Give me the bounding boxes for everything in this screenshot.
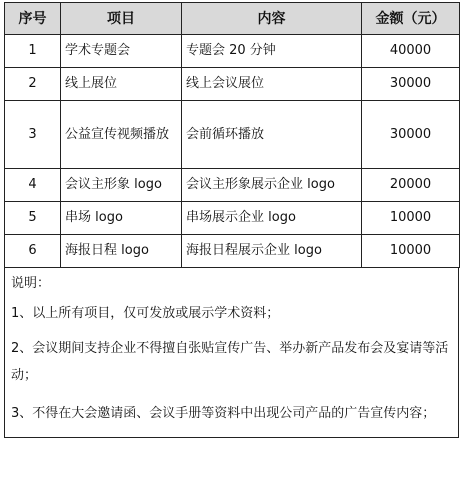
cell-item: 串场 logo bbox=[61, 202, 182, 235]
cell-item: 海报日程 logo bbox=[61, 235, 182, 268]
table-row bbox=[5, 68, 460, 101]
cell-amount: 30000 bbox=[362, 68, 460, 101]
cell-amount: 10000 bbox=[362, 235, 460, 268]
cell-amount: 20000 bbox=[362, 169, 460, 202]
cell-content: 海报日程展示企业 logo bbox=[182, 235, 362, 268]
cell-item: 线上展位 bbox=[61, 68, 182, 101]
cell-amount: 40000 bbox=[362, 35, 460, 68]
document bbox=[4, 2, 459, 438]
cell-index: 2 bbox=[5, 68, 61, 101]
note-item-1: 1、以上所有项目，仅可发放或展示学术资料； bbox=[11, 306, 280, 321]
header-index: 序号 bbox=[5, 3, 61, 35]
table-header-row bbox=[5, 3, 460, 35]
cell-index: 6 bbox=[5, 235, 61, 268]
cell-amount: 10000 bbox=[362, 202, 460, 235]
table-row bbox=[5, 101, 460, 169]
cell-item: 公益宣传视频播放 bbox=[61, 101, 182, 169]
cell-item: 学术专题会 bbox=[61, 35, 182, 68]
table-row bbox=[5, 235, 460, 268]
header-content: 内容 bbox=[182, 3, 362, 35]
table-row bbox=[5, 169, 460, 202]
cell-content: 专题会 20 分钟 bbox=[182, 35, 362, 68]
note-item-2: 2、会议期间支持企业不得擅自张贴宣传广告、举办新产品发布会及宴请等活动； bbox=[11, 341, 449, 383]
cell-content: 串场展示企业 logo bbox=[182, 202, 362, 235]
header-amount: 金额（元） bbox=[362, 3, 460, 35]
note-item-3: 3、不得在大会邀请函、会议手册等资料中出现公司产品的广告宣传内容； bbox=[11, 406, 436, 421]
table-row bbox=[5, 35, 460, 68]
cell-index: 5 bbox=[5, 202, 61, 235]
table-row bbox=[5, 202, 460, 235]
sponsorship-table bbox=[4, 2, 460, 268]
notes-title: 说明： bbox=[11, 276, 51, 291]
cell-index: 1 bbox=[5, 35, 61, 68]
cell-item: 会议主形象 logo bbox=[61, 169, 182, 202]
cell-index: 3 bbox=[5, 101, 61, 169]
notes-section bbox=[4, 268, 459, 438]
cell-index: 4 bbox=[5, 169, 61, 202]
cell-content: 线上会议展位 bbox=[182, 68, 362, 101]
cell-amount: 30000 bbox=[362, 101, 460, 169]
header-item: 项目 bbox=[61, 3, 182, 35]
cell-content: 会议主形象展示企业 logo bbox=[182, 169, 362, 202]
cell-content: 会前循环播放 bbox=[182, 101, 362, 169]
